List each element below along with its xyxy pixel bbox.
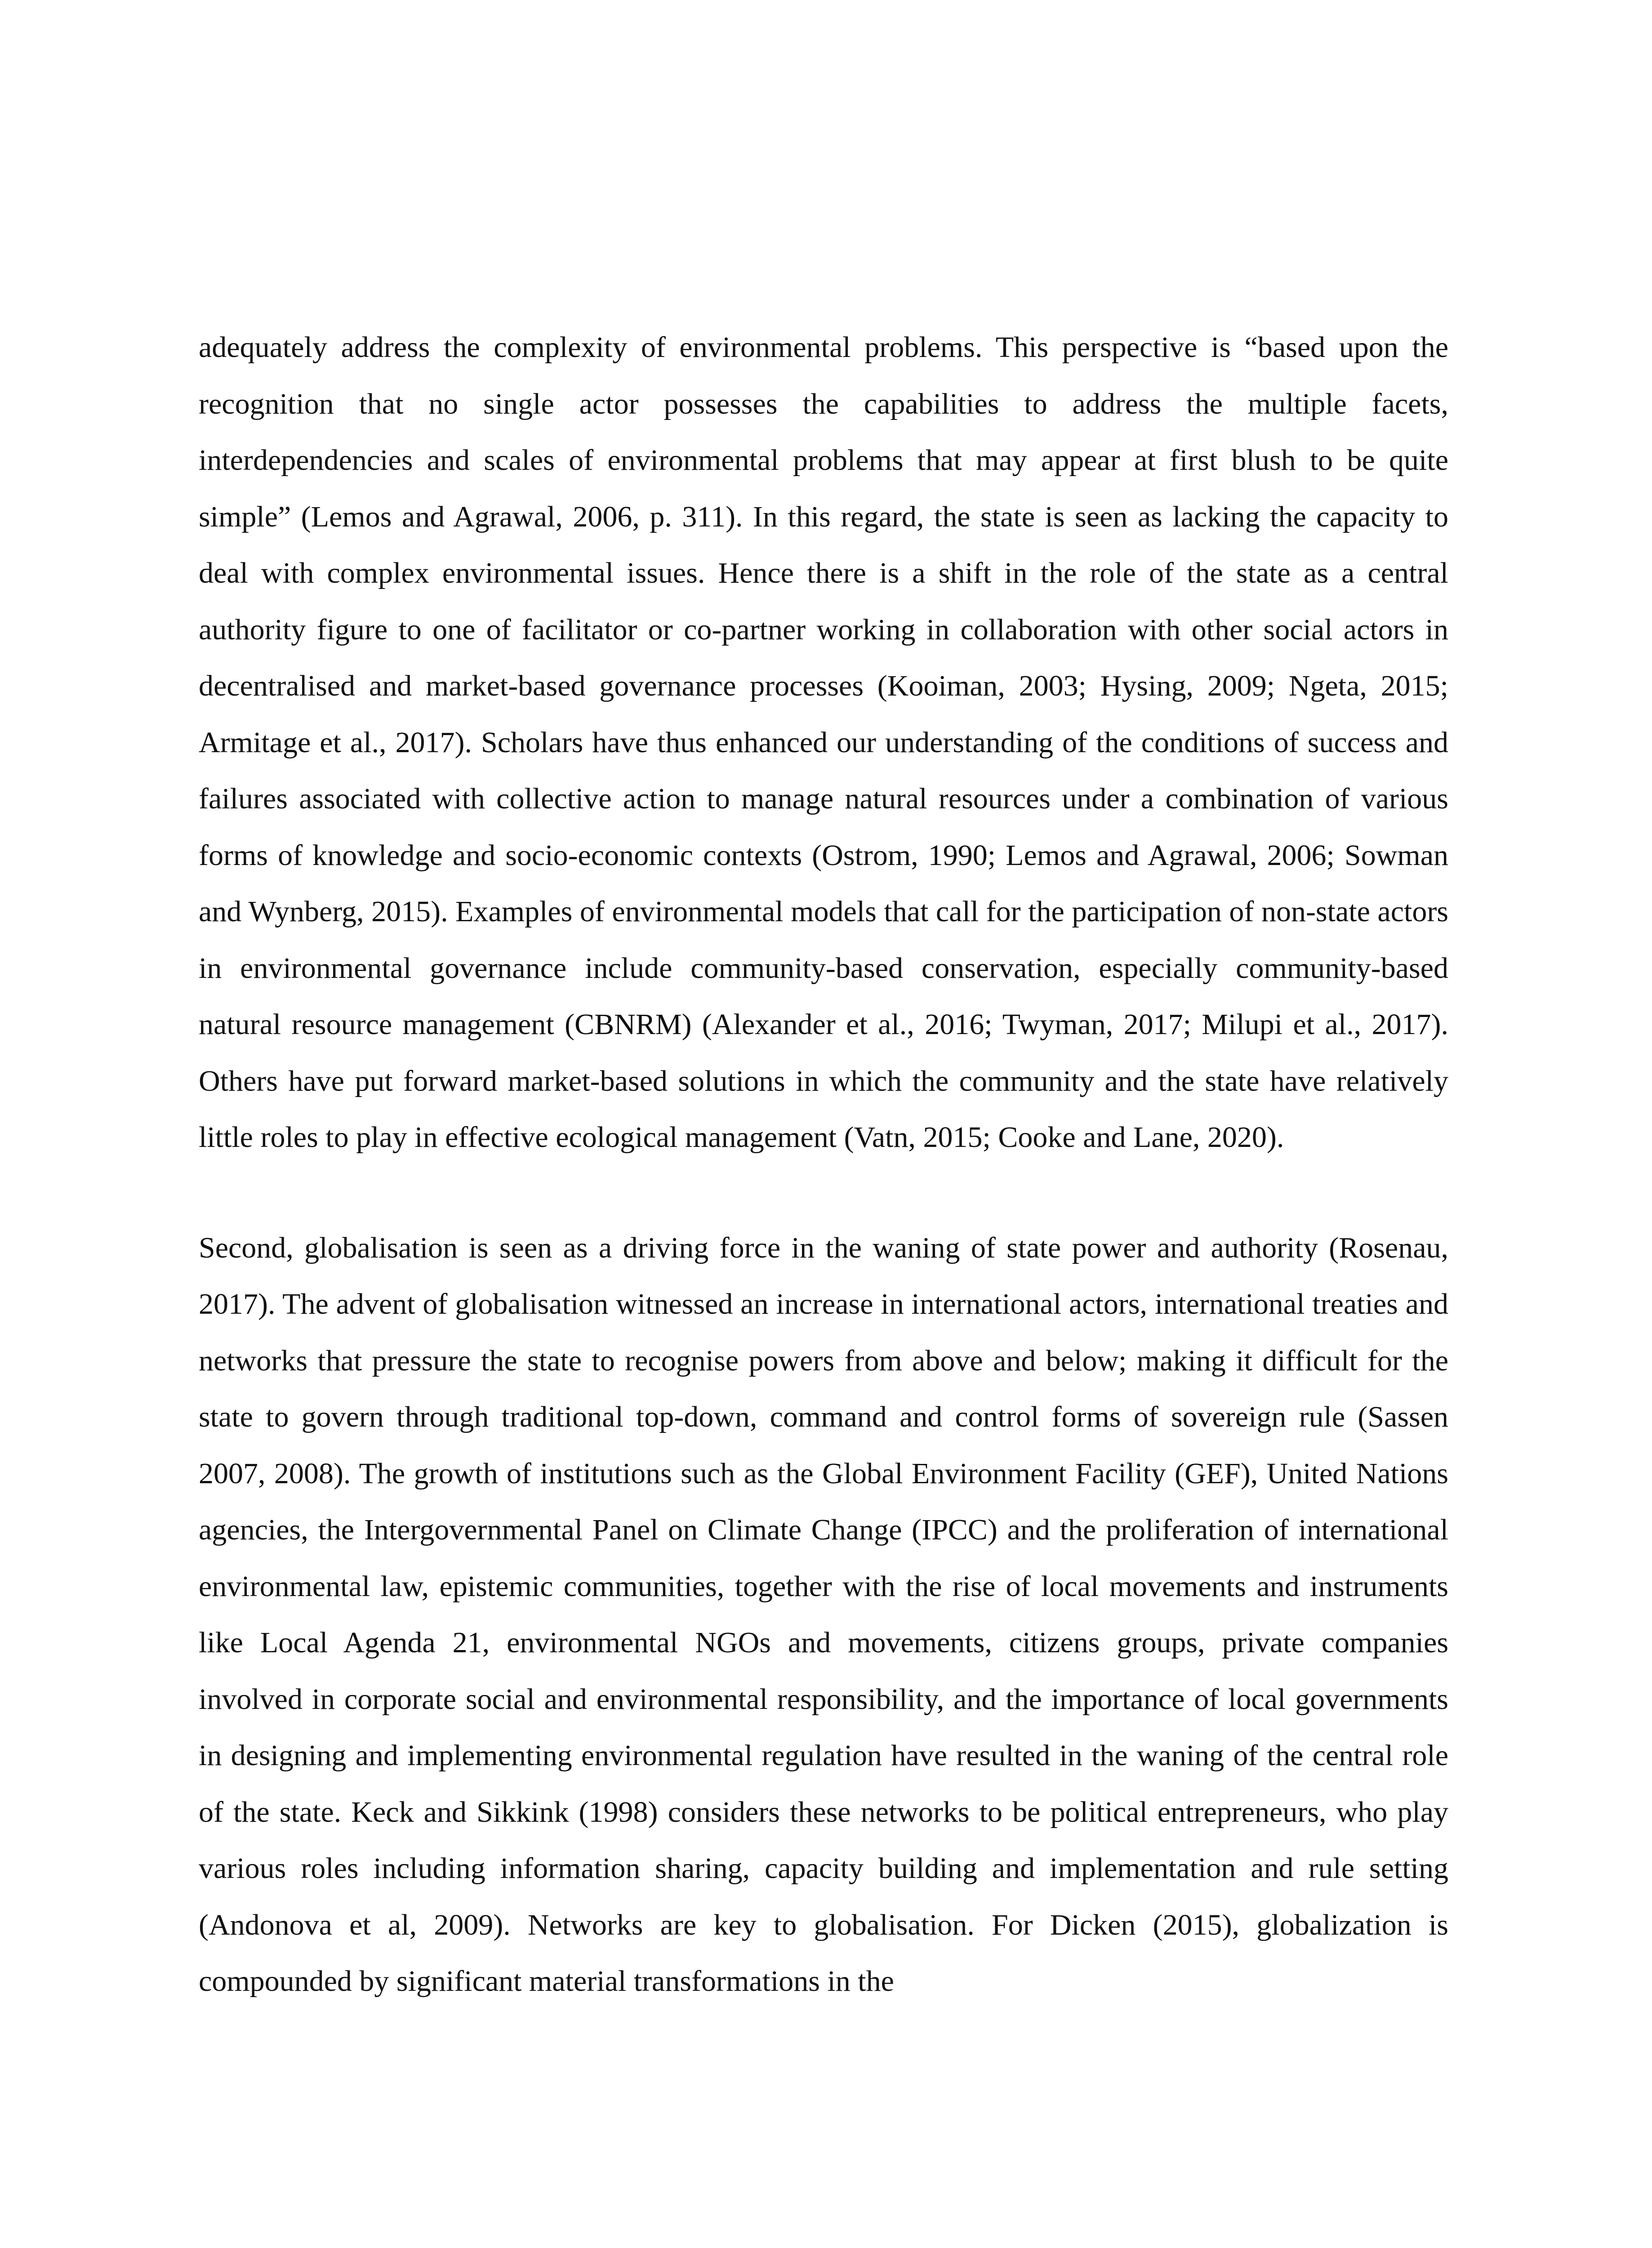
paragraph-globalisation: Second, globalisation is seen as a driving force in the waning of state power and authority (Rosenau, 2017). The advent of globalisation witnessed an increase in international actors, international treaties and networks that pressure the state to recognise powers from above and below; making it difficult for the state to govern through traditional top-down, command and control forms of sovereign rule (Sassen 2007, 2008). The growth of institutions such as the Global Environment Facility (GEF), United Nations agencies, the Intergovernmental Panel on Climate Change (IPCC) and the proliferation of international environmental law, epistemic communities, together with the rise of local movements and instruments like Local Agenda 21, environmental NGOs and movements, citizens groups, private companies involved in corporate social and environmental responsibility, and the importance of local governments in designing and implementing environmental regulation have resulted in the waning of the central role of the state. Keck and Sikkink (1998) considers these networks to be political entrepreneurs, who play various roles including information sharing, capacity building and implementation and rule setting (Andonova et al, 2009). Networks are key to globalisation. For Dicken (2015), globalization is compounded by significant material transformations in the <box>199 1231 1448 1998</box>
paragraph-governance: adequately address the complexity of environmental problems. This perspective is “based upon the recognition that no single actor possesses the capabilities to address the multiple facets, interdependencies and scales of environmental problems that may appear at first blush to be quite simple” (Lemos and Agrawal, 2006, p. 311). In this regard, the state is seen as lacking the capacity to deal with complex environmental issues. Hence there is a shift in the role of the state as a central authority figure to one of facilitator or co-partner working in collaboration with other social actors in decentralised and market-based governance processes (Kooiman, 2003; Hysing, 2009; Ngeta, 2015; Armitage et al., 2017). Scholars have thus enhanced our understanding of the conditions of success and failures associated with collective action to manage natural resources under a combination of various forms of knowledge and socio-economic contexts (Ostrom, 1990; Lemos and Agrawal, 2006; Sowman and Wynberg, 2015). Examples of environmental models that call for the participation of non-state actors in environmental governance include community-based conservation, especially community-based natural resource management (CBNRM) (Alexander et al., 2016; Twyman, 2017; Milupi et al., 2017). Others have put forward market-based solutions in which the community and the state have relatively little roles to play in effective ecological management (Vatn, 2015; Cooke and Lane, 2020). <box>199 331 1448 1154</box>
body-text <box>199 319 1448 2010</box>
